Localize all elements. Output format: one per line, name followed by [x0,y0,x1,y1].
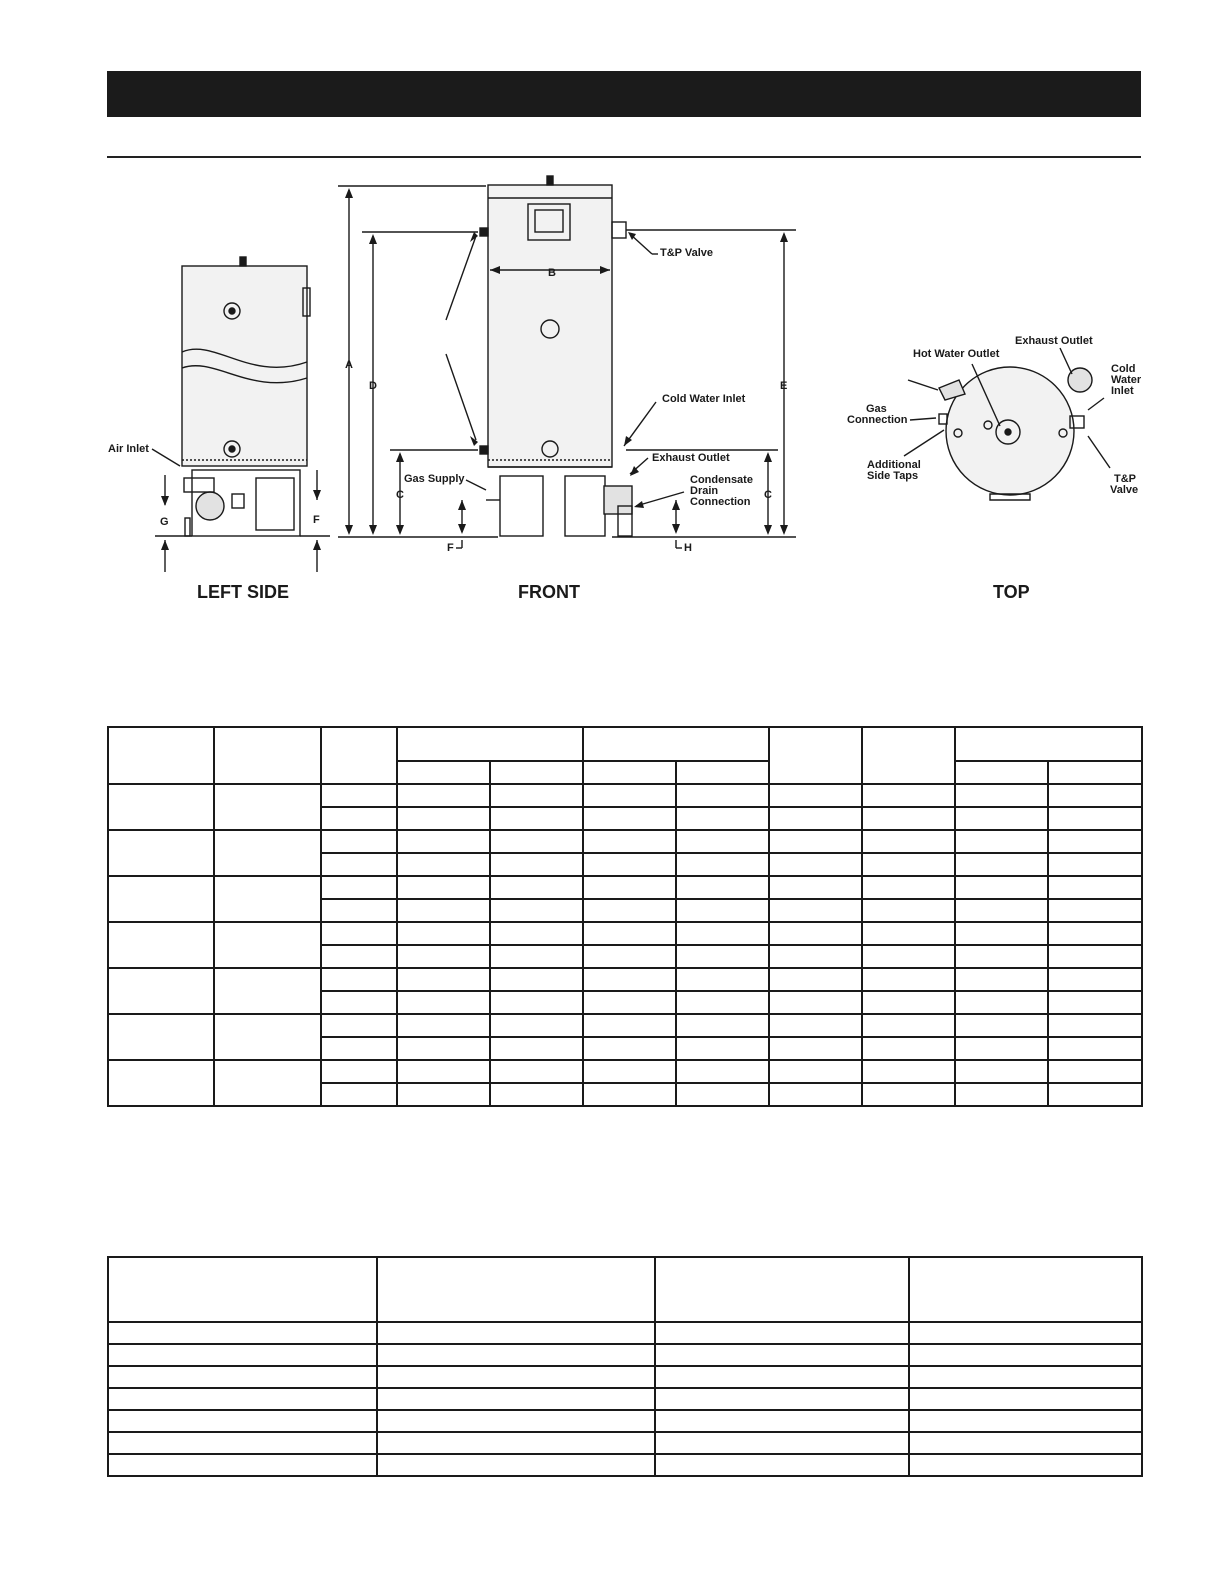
label-condensate-1: Condensate [690,474,753,486]
header-cell [214,727,321,784]
label-air-inlet: Air Inlet [108,443,149,455]
table-row [108,1388,1142,1410]
dimension-diagram [0,0,1224,640]
table-row [108,1432,1142,1454]
table-row [108,1410,1142,1432]
label-cold-3: Inlet [1111,385,1134,397]
label-top-exhaust-outlet: Exhaust Outlet [1015,335,1093,347]
label-cold-1: Cold [1111,363,1136,375]
header-cell [108,727,214,784]
table-row [108,1014,1142,1037]
table-row [108,968,1142,991]
dim-e: E [780,380,788,392]
specification-table [107,1256,1143,1477]
dimension-table [107,726,1143,1107]
table-row [108,922,1142,945]
header-cell [397,727,583,761]
front-heater-drawing [480,176,632,536]
table-row [108,1060,1142,1083]
table-row [108,1344,1142,1366]
view-title-left-side: LEFT SIDE [197,582,290,602]
dim-a: A [345,359,353,371]
left-side-heater-drawing [182,257,310,536]
table-row [108,1454,1142,1476]
label-condensate-2: Drain [690,485,719,497]
dim-f-front: F [447,542,454,554]
label-cold-2: Water [1111,374,1142,386]
label-tp-2: Valve [1110,484,1139,496]
table-header-row [108,727,1142,761]
header-cell [769,727,862,784]
table-row [108,830,1142,853]
dim-b: B [548,267,556,279]
dim-f-left: F [313,514,320,526]
table-row [108,784,1142,807]
dim-c-left: C [396,489,404,501]
label-condensate-3: Connection [690,496,751,508]
label-gas-2: Connection [847,414,908,426]
table-row [108,1322,1142,1344]
header-cell [862,727,955,784]
header-cell [583,727,769,761]
label-taps-1: Additional [867,459,921,471]
dim-h: H [684,542,692,554]
label-hot-water-outlet: Hot Water Outlet [913,348,1000,360]
label-cold-water-inlet: Cold Water Inlet [662,393,746,405]
dim-g: G [160,516,169,528]
table-header-row [108,1257,1142,1322]
label-exhaust-outlet: Exhaust Outlet [652,452,730,464]
view-title-front: FRONT [518,582,580,602]
table-row [108,1366,1142,1388]
label-taps-2: Side Taps [867,470,919,482]
label-tp-valve: T&P Valve [660,247,713,259]
dim-c-right: C [764,489,772,501]
label-gas-1: Gas [866,403,887,415]
header-cell [321,727,397,784]
label-tp-1: T&P [1114,473,1136,485]
label-gas-supply: Gas Supply [404,473,465,485]
dim-d: D [369,380,377,392]
table-row [108,876,1142,899]
top-view-drawing [939,367,1092,500]
view-title-top: TOP [993,582,1030,602]
header-cell [955,727,1142,761]
